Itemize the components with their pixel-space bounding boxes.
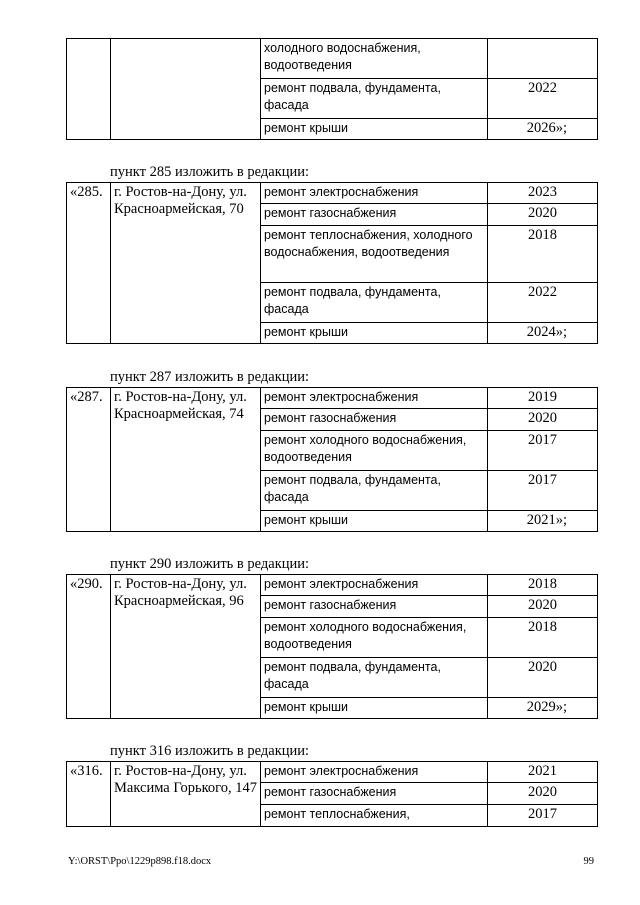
work-cell: ремонт газоснабжения xyxy=(261,409,488,431)
year-cell: 2024»; xyxy=(488,323,598,344)
work-cell: ремонт электроснабжения xyxy=(261,388,488,409)
work-cell: ремонт крыши xyxy=(261,323,488,344)
section-heading: пункт 290 изложить в редакции: xyxy=(110,556,310,572)
year-cell: 2029»; xyxy=(488,698,598,719)
year-cell: 2023 xyxy=(488,183,598,204)
address-cell xyxy=(111,39,261,140)
year-cell: 2018 xyxy=(488,226,598,283)
work-cell: ремонт подвала, фундамента, фасада xyxy=(261,283,488,323)
year-cell: 2018 xyxy=(488,618,598,658)
work-cell: холодного водоснабжения, водоотведения xyxy=(261,39,488,79)
year-cell: 2020 xyxy=(488,658,598,698)
work-cell: ремонт газоснабжения xyxy=(261,596,488,618)
year-cell: 2020 xyxy=(488,783,598,805)
year-cell: 2021»; xyxy=(488,511,598,532)
work-cell: ремонт холодного водоснабжения, водоотведения xyxy=(261,431,488,471)
year-cell: 2018 xyxy=(488,575,598,596)
address-cell: г. Ростов-на-Дону, ул. Красноармейская, 96 xyxy=(111,575,261,719)
work-cell: ремонт газоснабжения xyxy=(261,204,488,226)
table-row xyxy=(67,388,598,409)
table-row xyxy=(67,183,598,204)
year-cell: 2017 xyxy=(488,805,598,827)
section-heading: пункт 287 изложить в редакции: xyxy=(110,369,310,385)
work-cell: ремонт крыши xyxy=(261,511,488,532)
year-cell: 2020 xyxy=(488,409,598,431)
work-cell: ремонт подвала, фундамента, фасада xyxy=(261,658,488,698)
work-cell: ремонт холодного водоснабжения, водоотведения xyxy=(261,618,488,658)
section-heading: пункт 316 изложить в редакции: xyxy=(110,743,310,759)
section-heading: пункт 285 изложить в редакции: xyxy=(110,164,310,180)
num-cell: «285. xyxy=(67,183,111,344)
table-row xyxy=(67,762,598,783)
year-cell: 2020 xyxy=(488,204,598,226)
year-cell xyxy=(488,39,598,79)
year-cell: 2022 xyxy=(488,79,598,119)
num-cell: «290. xyxy=(67,575,111,719)
year-cell: 2021 xyxy=(488,762,598,783)
year-cell: 2022 xyxy=(488,283,598,323)
table-section-316 xyxy=(66,761,598,827)
address-cell: г. Ростов-на-Дону, ул. Красноармейская, 70 xyxy=(111,183,261,344)
table-continuation xyxy=(66,38,598,140)
work-cell: ремонт подвала, фундамента, фасада xyxy=(261,79,488,119)
table-section-285 xyxy=(66,182,598,344)
work-cell: ремонт электроснабжения xyxy=(261,762,488,783)
year-cell: 2017 xyxy=(488,471,598,511)
year-cell: 2017 xyxy=(488,431,598,471)
num-cell: «316. xyxy=(67,762,111,827)
footer-page-number: 99 xyxy=(583,856,594,867)
year-cell: 2019 xyxy=(488,388,598,409)
num-cell xyxy=(67,39,111,140)
work-cell: ремонт электроснабжения xyxy=(261,183,488,204)
footer-file-path: Y:\ORST\Ppo\1229p898.f18.docx xyxy=(68,856,212,867)
table-row xyxy=(67,39,598,79)
work-cell: ремонт теплоснабжения, холодного водоснабжения, водоотведения xyxy=(261,226,488,283)
table-row xyxy=(67,575,598,596)
address-cell: г. Ростов-на-Дону, ул. Красноармейская, 74 xyxy=(111,388,261,532)
work-cell: ремонт газоснабжения xyxy=(261,783,488,805)
work-cell: ремонт теплоснабжения, xyxy=(261,805,488,827)
year-cell: 2026»; xyxy=(488,119,598,140)
work-cell: ремонт электроснабжения xyxy=(261,575,488,596)
num-cell: «287. xyxy=(67,388,111,532)
address-cell: г. Ростов-на-Дону, ул. Максима Горького, 147 xyxy=(111,762,261,827)
work-cell: ремонт крыши xyxy=(261,119,488,140)
year-cell: 2020 xyxy=(488,596,598,618)
table-section-287 xyxy=(66,387,598,532)
work-cell: ремонт подвала, фундамента, фасада xyxy=(261,471,488,511)
table-section-290 xyxy=(66,574,598,719)
work-cell: ремонт крыши xyxy=(261,698,488,719)
